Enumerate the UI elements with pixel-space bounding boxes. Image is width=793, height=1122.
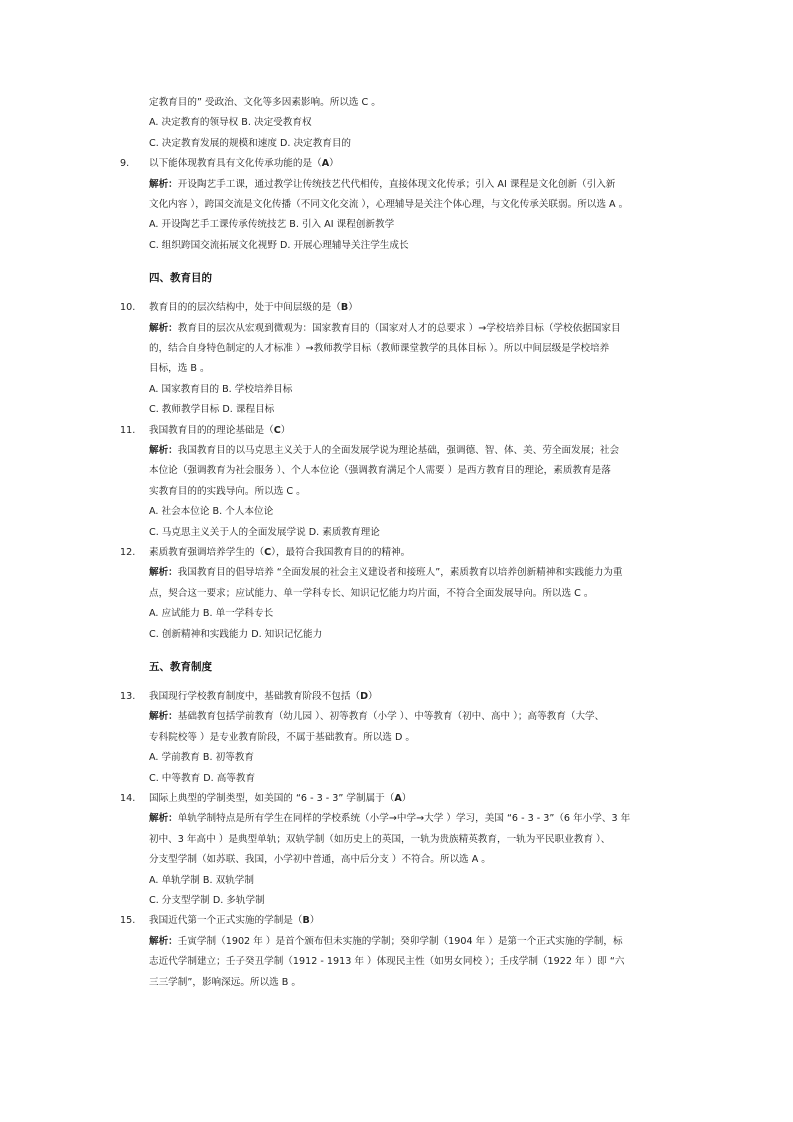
stem-end: ） (280, 424, 291, 436)
explanation-text: 我国教育目的倡导培养 “全面发展的社会主义建设者和接班人”，素质教育以培养创新精神和实践能力为重 (177, 567, 623, 579)
answer-letter: B (302, 915, 310, 927)
explanation-text: 初中、3 年高中 ）是典型单轨；双轨学制（如历史上的英国，一轨为贵族精英教育，一轨为平民职业教育 ）、 (149, 833, 611, 845)
explanation-line (149, 587, 594, 600)
question-number: 9. (120, 158, 130, 170)
question-stem (149, 792, 411, 805)
explanation-text: 文化内容 ），跨国交流是文化传播（不同文化交流 ），心理辅导是关注个体心理，与文化传承关联弱。所以选 A 。 (149, 199, 629, 210)
explanation-line (149, 812, 630, 825)
explanation-line (149, 198, 628, 211)
explanation-line (149, 362, 210, 375)
question-number: 14. (120, 793, 136, 804)
explanation-line (149, 485, 306, 498)
stem-text: 我国现行学校教育制度中，基础教育阶段不包括（ (149, 691, 361, 702)
stem-end: ），最符合我国教育目的的精神。 (271, 547, 411, 558)
explanation-label: 解析： (149, 935, 178, 947)
explanation-line (149, 464, 611, 477)
explanation-line (149, 935, 623, 948)
explanation-line (149, 178, 615, 191)
answer-letter: D (360, 691, 369, 702)
option-line: C. 决定教育发展的规模和速度 D. 决定教育目的 (149, 137, 352, 149)
answer-letter: C (273, 424, 281, 436)
stem-text: 教育目的的层次结构中，处于中间层级的是（ (149, 302, 341, 314)
question-stem (149, 546, 410, 559)
explanation-text: 分支型学制（如苏联、我国，小学初中普通，高中后分支 ）不符合。所以选 A 。 (149, 854, 491, 866)
answer-letter: B (340, 302, 349, 314)
explanation-label: 解析： (149, 813, 178, 825)
explanation-text: 点，契合这一要求；应试能力、单一学科专长、知识记忆能力均片面，不符合全面发展导向。所以选 C 。 (149, 587, 594, 599)
option-line: C. 教师教学目标 D. 课程目标 (149, 404, 275, 416)
question-number: 12. (120, 547, 136, 558)
stem-end: ） (368, 691, 378, 702)
section-heading: 五、教育制度 (149, 661, 212, 673)
question-number: 11. (120, 424, 136, 436)
explanation-text: 我国教育目的以马克思主义关于人的全面发展学说为理论基础，强调德、智、体、美、劳全面发展；社会 (177, 445, 620, 456)
stem-text: 我国教育目的的理论基础是（ (149, 424, 274, 436)
explanation-text: 实教育目的的实践导向。所以选 C 。 (149, 485, 306, 497)
explanation-line (149, 342, 609, 355)
explanation-line (149, 444, 619, 457)
explanation-text: 本位论（强调教育为社会服务 ）、个人本位论（强调教育满足个人需要 ）是西方教育目的理论，素质教育是落 (149, 465, 611, 477)
option-line: C. 创新精神和实践能力 D. 知识记忆能力 (149, 628, 323, 640)
stem-end: ） (348, 302, 358, 314)
question-stem (149, 914, 319, 927)
option-line: A. 国家教育目的 B. 学校培养目标 (149, 383, 293, 395)
explanation-label: 解析： (149, 567, 178, 579)
option-line: C. 组织跨国交流拓展文化视野 D. 开展心理辅导关注学生成长 (149, 239, 409, 251)
question-number: 10. (120, 302, 136, 314)
option-line: A. 单轨学制 B. 双轨学制 (149, 874, 254, 886)
explanation-line (149, 731, 415, 744)
continued-text: 定教育目的” 受政治、文化等多因素影响。所以选 C 。 (149, 97, 381, 108)
explanation-label: 解析： (149, 322, 178, 334)
explanation-text: 开设陶艺手工课，通过教学让传统技艺代代相传，直接体现文化传承；引入 AI 课程是文化创新（引入新 (177, 178, 616, 190)
explanation-text: 志近代学制建立；壬子癸丑学制（1912 - 1913 年 ）体现民主性（如男女同校 ）；壬戌学制（1922 年 ）即 “六 (149, 956, 625, 968)
explanation-label: 解析： (149, 445, 178, 456)
option-line: C. 分支型学制 D. 多轨学制 (149, 895, 265, 906)
question-stem (149, 424, 290, 437)
explanation-line (149, 710, 604, 723)
option-line: A. 应试能力 B. 单一学科专长 (149, 608, 274, 620)
explanation-text: 壬寅学制（1902 年 ）是首个颁布但未实施的学制；癸卯学制（1904 年 ）是第一个正式实施的学制，标 (177, 935, 623, 947)
question-stem (149, 157, 339, 170)
answer-letter: A (321, 158, 330, 170)
question-number: 15. (120, 915, 136, 927)
explanation-line (149, 853, 491, 866)
option-line: A. 学前教育 B. 初等教育 (149, 752, 254, 764)
option-line: C. 马克思主义关于人的全面发展学说 D. 素质教育理论 (149, 526, 380, 538)
explanation-line (149, 833, 610, 846)
explanation-line (149, 955, 624, 968)
explanation-text: 的，结合自身特色制定的人才标准 ）→教师教学目标（教师课堂教学的具体目标 ）。所以中间层级是学校培养 (149, 343, 610, 354)
explanation-text: 目标，选 B 。 (149, 363, 210, 375)
section-heading: 四、教育目的 (149, 272, 212, 285)
option-line: A. 决定教育的领导权 B. 决定受教育权 (149, 117, 312, 129)
explanation-text: 专科院校等 ）是专业教育阶段，不属于基础教育。所以选 D 。 (149, 731, 415, 743)
option-line: A. 社会本位论 B. 个人本位论 (149, 506, 274, 518)
explanation-label: 解析： (149, 711, 178, 723)
stem-end: ） (309, 915, 320, 927)
explanation-line (149, 976, 301, 989)
stem-text: 我国近代第一个正式实施的学制是（ (149, 915, 303, 927)
explanation-text: 单轨学制特点是所有学生在同样的学校系统（小学→中学→大学 ）学习，美国 “6 - 3 - 3”（6 年小学、3 年 (177, 813, 631, 825)
stem-end: ） (329, 158, 339, 170)
stem-end: ） (401, 793, 412, 804)
stem-text: 国际上典型的学制类型，如美国的 “6 - 3 - 3” 学制属于（ (149, 793, 395, 804)
question-stem (149, 301, 358, 314)
explanation-line (149, 322, 621, 335)
stem-text: 素质教育强调培养学生的（ (149, 547, 265, 558)
explanation-text: 基础教育包括学前教育（幼儿园 ）、初等教育（小学 ）、中等教育（初中、高中 ）；高等教育（大学、 (177, 711, 605, 723)
answer-letter: C (264, 547, 272, 558)
stem-text: 以下能体现教育具有文化传承功能的是（ (149, 158, 322, 170)
answer-letter: A (394, 793, 402, 804)
option-line: C. 中等教育 D. 高等教育 (149, 772, 256, 784)
option-line: A. 开设陶艺手工课传承传统技艺 B. 引入 AI 课程创新教学 (149, 219, 395, 231)
question-stem (149, 690, 378, 703)
explanation-line (149, 566, 623, 579)
explanation-text: 三三学制”，影响深远。所以选 B 。 (149, 976, 301, 988)
question-number: 13. (120, 691, 136, 702)
explanation-label: 解析： (149, 178, 178, 190)
explanation-text: 教育目的层次从宏观到微观为：国家教育目的（国家对人才的总要求 ）→学校培养目标（学校依据国家目 (177, 322, 621, 334)
